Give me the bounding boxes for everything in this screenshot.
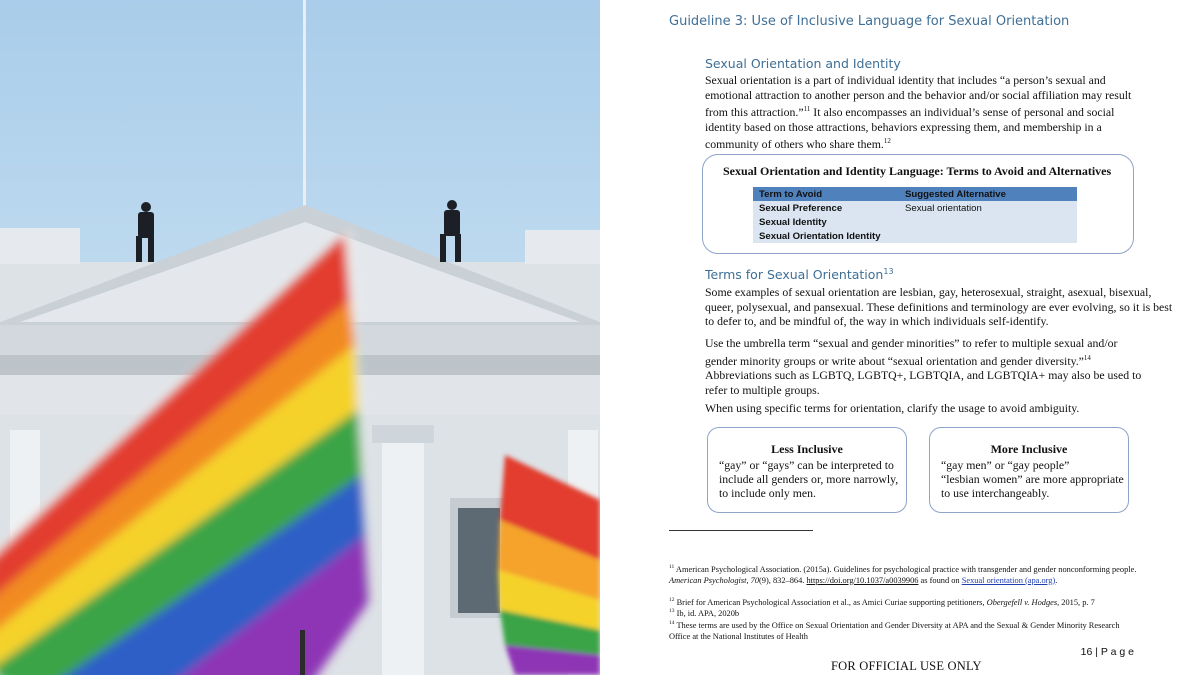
terms-paragraph-1: Some examples of sexual orientation are lesbian, gay, heterosexual, straight, asexual, bisexual, queer, polysexual, and pansexual. These definitions and terminology are ever evolving, so it is best to defer to, and be mindful of, the way in which individuals self-identify. — [705, 285, 1173, 329]
more-inclusive-title: More Inclusive — [990, 442, 1068, 456]
footnote-14 — [669, 618, 1139, 642]
orientation-identity-paragraph — [705, 73, 1135, 152]
col-term-to-avoid: Term to Avoid — [753, 187, 899, 201]
less-inclusive-text: “gay” or “gays” can be interpreted to include all genders or, more narrowly, to include only men. — [719, 458, 899, 501]
terms-paragraph-2 — [705, 336, 1145, 397]
term-alt-cell — [899, 229, 1077, 243]
official-use-footer: FOR OFFICIAL USE ONLY — [831, 659, 982, 673]
section-heading-terms — [705, 267, 894, 282]
paragraph-text: Use the umbrella term “sexual and gender minorities” to refer to multiple sexual and/or gender minority groups or write about “sexual orientation and gender diversity.” — [705, 336, 1118, 368]
footnote-case-name: Obergefell v. Hodges — [986, 597, 1058, 607]
less-inclusive-title: Less Inclusive — [771, 442, 843, 456]
table-row — [753, 201, 1077, 215]
footnote-text: as found on — [918, 575, 962, 585]
section-heading-text: Terms for Sexual Orientation — [705, 267, 884, 283]
footnote-number: 11 — [669, 564, 675, 570]
footnote-text: American Psychological Association. (2015a). Guidelines for psychological practice with transgender and gender nonconforming people. — [674, 564, 1137, 574]
doi-link[interactable]: https://doi.org/10.1037/a0039906 — [806, 575, 919, 585]
table-row — [753, 229, 1077, 243]
page-number: 16 | P a g e — [1080, 646, 1134, 658]
term-avoid-cell: Sexual Orientation Identity — [753, 229, 899, 243]
footnote-divider — [669, 530, 813, 531]
term-avoid-cell: Sexual Identity — [753, 215, 899, 229]
table-row — [753, 215, 1077, 229]
footnote-text: These terms are used by the Office on Sexual Orientation and Gender Diversity at APA and the Sexual & Gender Minority Research Office at the National Institutes of Health — [669, 620, 1120, 641]
footnote-ref-14[interactable]: 14 — [1083, 353, 1091, 362]
less-inclusive-box — [707, 427, 907, 513]
footnote-number: 12 — [669, 597, 675, 603]
footnote-ref-12[interactable]: 12 — [883, 137, 891, 146]
guideline-title: Guideline 3: Use of Inclusive Language for Sexual Orientation — [669, 14, 1070, 29]
apa-sexual-orientation-link[interactable]: Sexual orientation (apa.org) — [961, 575, 1056, 585]
more-inclusive-box — [929, 427, 1129, 513]
document-page — [600, 0, 1200, 675]
paragraph-text-cont: It also encompasses an individual’s sense of personal and social identity based on those attractions, behaviors expressing them, and membership in a community of others who share them. — [705, 105, 1115, 152]
term-alt-cell: Sexual orientation — [899, 201, 1077, 215]
section-heading-orientation-identity: Sexual Orientation and Identity — [705, 56, 901, 71]
more-inclusive-line-2: “lesbian women” are more appropriate to use interchangeably. — [941, 472, 1124, 501]
more-inclusive-line-1: “gay men” or “gay people” — [941, 458, 1070, 472]
footnote-ref-13[interactable]: 13 — [883, 267, 894, 276]
footnote-text: (9), 832–864. — [759, 575, 807, 585]
footnote-number: 14 — [669, 620, 675, 626]
footnote-text: Ib, id. APA, 2020b — [674, 608, 740, 618]
paragraph-text-cont: Abbreviations such as LGBTQ, LGBTQ+, LGBTQIA, and LGBTQIA+ may also be used to refer to multiple groups. — [705, 368, 1142, 397]
footnote-11 — [669, 562, 1139, 586]
footnote-text: . — [1055, 575, 1058, 585]
terms-box-title: Sexual Orientation and Identity Language: Terms to Avoid and Alternatives — [723, 164, 1112, 178]
terms-paragraph-3: When using specific terms for orientation, clarify the usage to avoid ambiguity. — [705, 401, 1080, 415]
term-alt-cell — [899, 215, 1077, 229]
footnote-number: 13 — [669, 608, 675, 614]
terms-table — [753, 187, 1077, 243]
footnote-text: Brief for American Psychological Association et al., as Amici Curiae supporting petitioners, — [674, 597, 987, 607]
terms-table-header — [753, 187, 1077, 201]
footnote-journal: American Psychologist, 70 — [669, 575, 760, 585]
footnote-ref-11[interactable]: 11 — [803, 105, 811, 114]
more-inclusive-text — [941, 458, 1126, 501]
col-suggested-alternative: Suggested Alternative — [899, 187, 1077, 201]
footnote-text: , 2015, p. 7 — [1057, 597, 1095, 607]
term-avoid-cell: Sexual Preference — [753, 201, 899, 215]
terms-to-avoid-box — [702, 154, 1134, 254]
paragraph-text: Sexual orientation is a part of individual identity that includes “a person’s sexual and emotional attraction to another person and the behavior and/or social affiliation may result from this attraction.” — [705, 73, 1132, 120]
